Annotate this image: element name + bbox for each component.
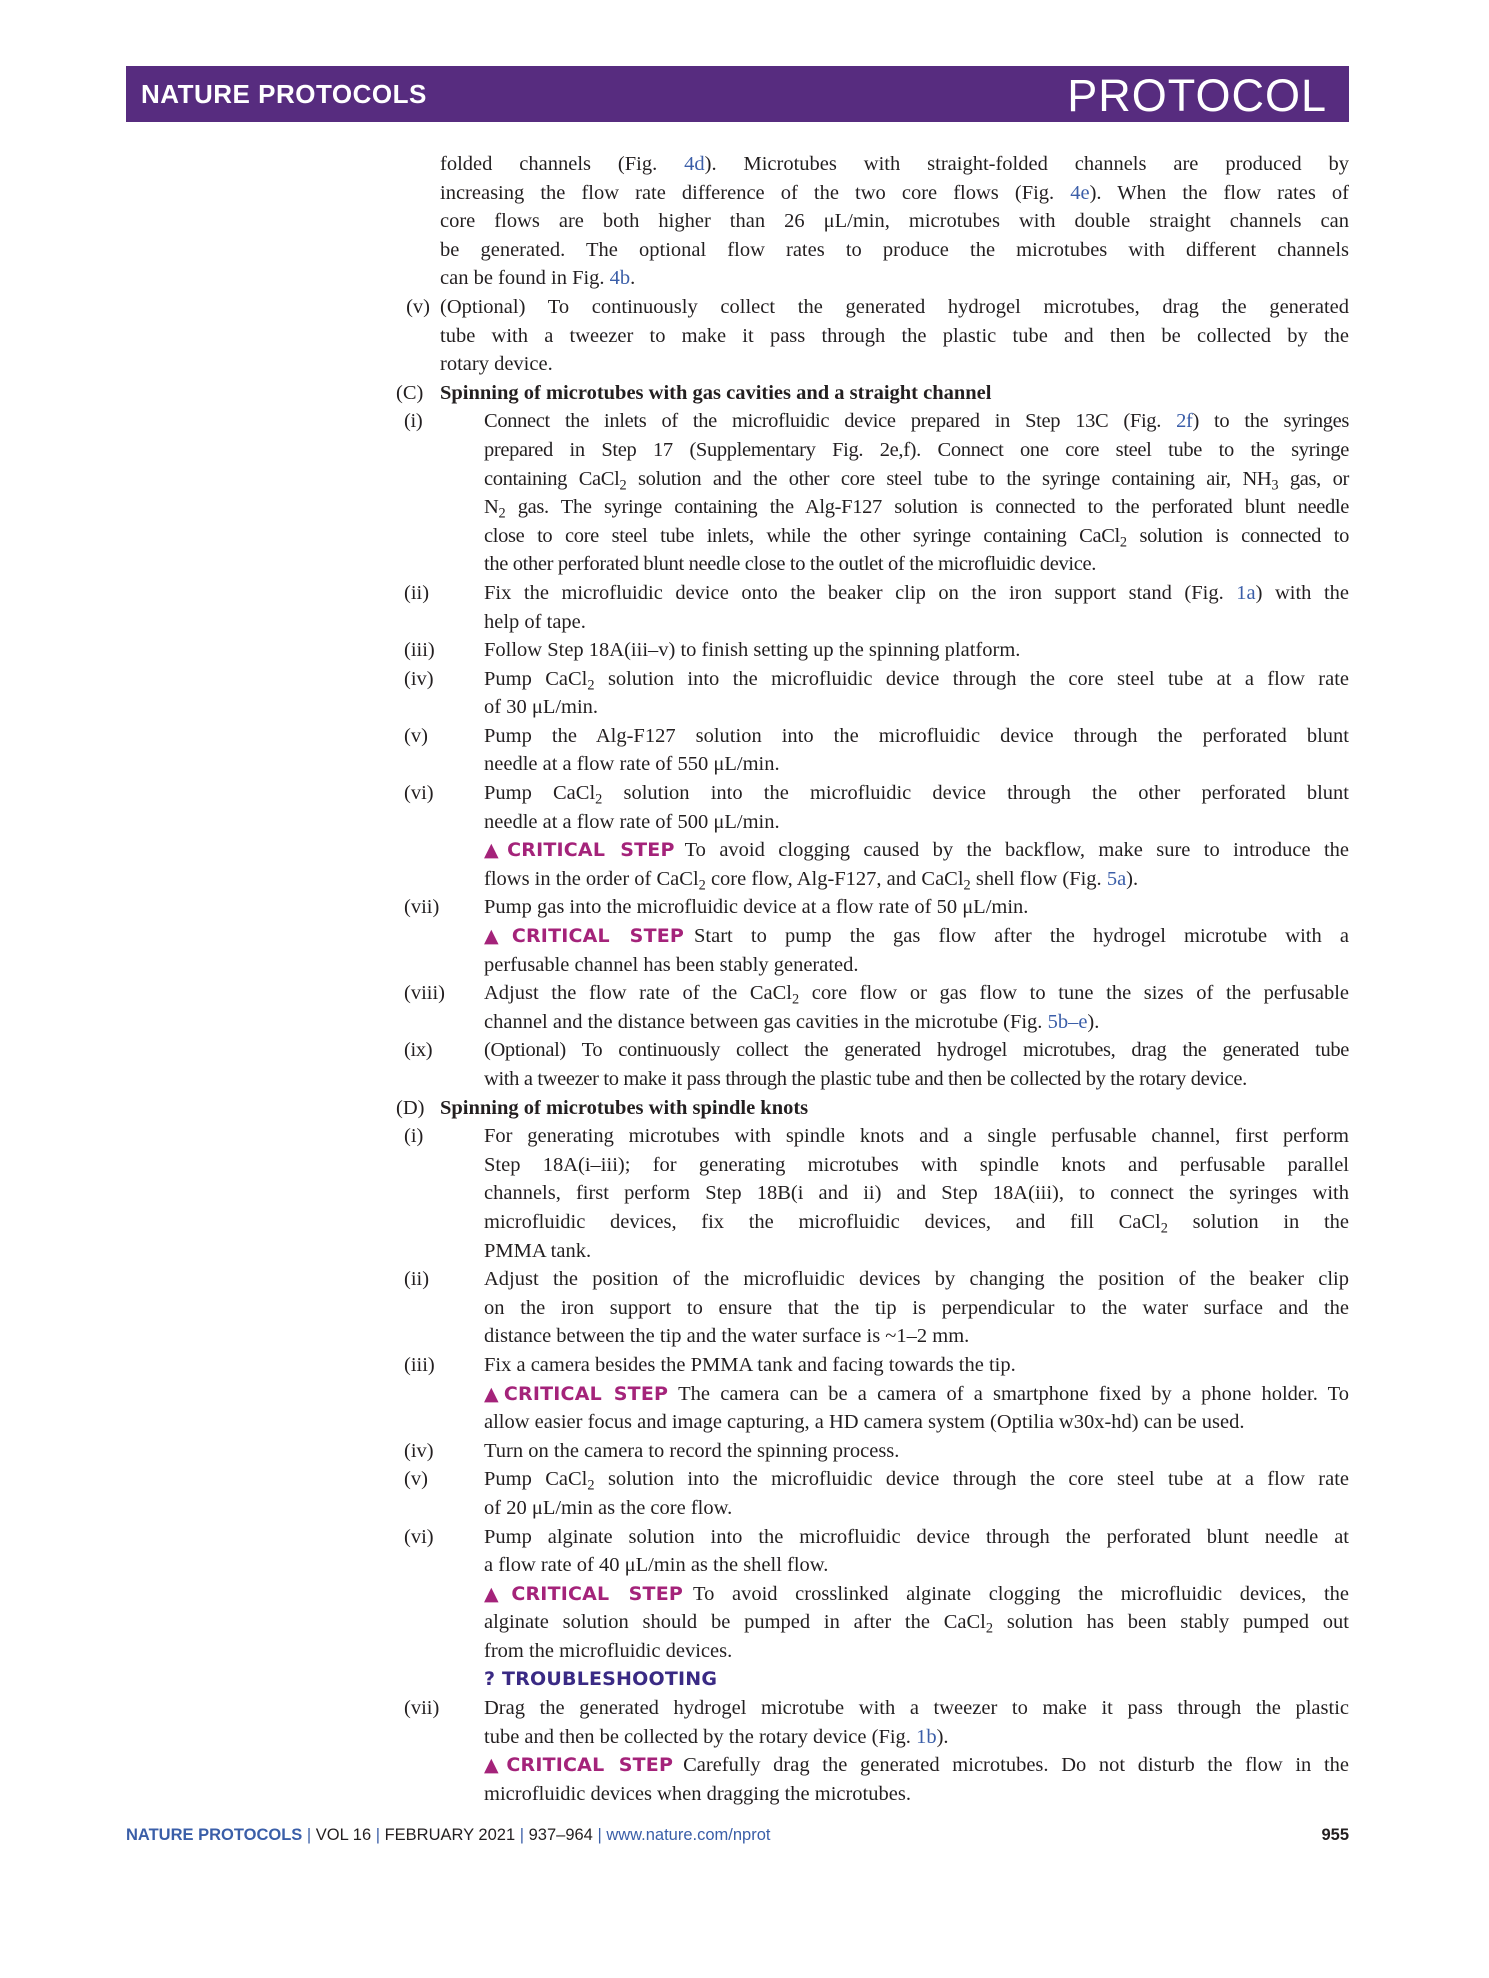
- step-text: [484, 722, 1349, 779]
- footer-pages: 937–964: [528, 1826, 593, 1844]
- step-number: (iv): [404, 1439, 434, 1462]
- critical-step-note: [484, 1751, 1349, 1808]
- text-line: channel and the distance between gas cavities in the microtube (Fig. 5b–e).: [484, 1010, 1100, 1033]
- subscript: 3: [1271, 476, 1279, 493]
- footer-date: FEBRUARY 2021: [384, 1826, 516, 1844]
- subscript: 2: [587, 1477, 595, 1494]
- step-number: (iii): [404, 1353, 435, 1376]
- figure-link[interactable]: 2f: [1176, 410, 1193, 433]
- section-d: [396, 1094, 1349, 1809]
- step-number: (ii): [404, 581, 430, 604]
- text-line: folded channels (Fig. 4d). Microtubes with straight-folded channels are produced by: [440, 153, 1350, 175]
- footer-separator: |: [592, 1826, 607, 1844]
- step-text: [484, 1523, 1349, 1580]
- text-line: For generating microtubes with spindle knots and a single perfusable channel, first perform: [484, 1125, 1349, 1148]
- figure-link[interactable]: 1a: [1236, 581, 1256, 604]
- text-line: ▲CRITICAL STEP To avoid crosslinked alginate clogging the microfluidic devices, the: [484, 1582, 1349, 1605]
- section-number: (C): [396, 381, 424, 404]
- text-line: on the iron support to ensure that the tip is perpendicular to the water surface and the: [484, 1296, 1349, 1319]
- step-item: [404, 407, 1349, 579]
- step-text: [484, 1437, 1349, 1466]
- text-line: tube with a tweezer to make it pass through the plastic tube and then be collected by the: [440, 324, 1349, 347]
- text-line: Follow Step 18A(iii–v) to finish setting up the spinning platform.: [484, 639, 1021, 662]
- text-line: be generated. The optional flow rates to produce the microtubes with different channels: [440, 238, 1349, 261]
- step-text: [484, 665, 1349, 722]
- text-line: Connect the inlets of the microfluidic device prepared in Step 13C (Fig. 2f) to the syringes: [484, 410, 1349, 433]
- footer-separator: |: [371, 1826, 385, 1844]
- text-line: microfluidic devices, fix the microfluidic devices, and fill CaCl$_2$ solution in the: [484, 1210, 1349, 1237]
- figure-link[interactable]: 4b: [609, 267, 631, 290]
- figure-link[interactable]: 4e: [1070, 181, 1090, 204]
- section-heading: Spinning of microtubes with spindle knots: [440, 1096, 809, 1119]
- page-number: 955: [1321, 1826, 1349, 1844]
- step-item: [404, 1437, 1349, 1466]
- text-line: containing CaCl$_2$ solution and the other core steel tube to the syringe containing air, $NH_3$ gas, or: [484, 467, 1349, 493]
- step-number: (v): [404, 724, 428, 747]
- text-line: Pump the Alg-F127 solution into the microfluidic device through the perforated blunt: [484, 724, 1349, 747]
- critical-step-label: ▲CRITICAL STEP: [484, 1382, 669, 1405]
- text-line: ▲CRITICAL STEP Start to pump the gas flow after the hydrogel microtube with a: [484, 925, 1349, 948]
- step-number: (ix): [404, 1039, 433, 1062]
- step-number: (iii): [404, 639, 435, 662]
- step-text: [484, 579, 1349, 636]
- text-line: needle at a flow rate of 550 μL/min.: [484, 753, 780, 776]
- text-line: Fix the microfluidic device onto the beaker clip on the iron support stand (Fig. 1a) with the: [484, 581, 1350, 604]
- step-item: [404, 779, 1349, 893]
- step-item: [404, 579, 1349, 636]
- step-item: [404, 1265, 1349, 1351]
- text-line: (Optional) To continuously collect the generated hydrogel microtubes, drag the generated: [440, 295, 1349, 318]
- step-text: [484, 979, 1349, 1036]
- critical-step-label: ▲CRITICAL STEP: [484, 839, 675, 862]
- critical-step-text: [484, 922, 1349, 979]
- subscript: 2: [587, 676, 595, 693]
- step-number: (vii): [404, 1697, 440, 1720]
- text-line: ▲CRITICAL STEP Carefully drag the generated microtubes. Do not disturb the flow in the: [484, 1754, 1349, 1777]
- text-line: distance between the tip and the water surface is ~1–2 mm.: [484, 1325, 970, 1348]
- text-line: needle at a flow rate of 500 μL/min.: [484, 810, 780, 833]
- text-line: flows in the order of CaCl$_2$ core flow, Alg-F127, and CaCl$_2$ shell flow (Fig. 5a).: [484, 867, 1139, 894]
- step-text: [484, 893, 1349, 922]
- step-text: [440, 293, 1349, 379]
- step-text: [484, 407, 1349, 579]
- step-number: (i): [404, 410, 423, 433]
- step-text: [484, 1465, 1349, 1522]
- text-line: Pump CaCl$_2$ solution into the microfluidic device through the other perforated blunt: [484, 782, 1349, 808]
- footer-separator: |: [302, 1826, 316, 1844]
- step-item: [404, 665, 1349, 722]
- text-line: $N_2$ gas. The syringe containing the Alg-F127 solution is connected to the perforated blunt needle: [484, 496, 1349, 522]
- figure-link[interactable]: 5a: [1106, 867, 1127, 890]
- critical-step-label: ▲CRITICAL STEP: [484, 1754, 674, 1777]
- text-line: core flows are both higher than 26 μL/min, microtubes with double straight channels can: [440, 210, 1349, 233]
- subscript: 2: [1119, 534, 1127, 551]
- section-steps: [404, 407, 1350, 1093]
- critical-step-text: [484, 1751, 1349, 1808]
- text-line: alginate solution should be pumped in after the CaCl$_2$ solution has been stably pumped out: [484, 1611, 1349, 1637]
- text-line: Pump alginate solution into the microfluidic device through the perforated blunt needle at: [484, 1525, 1349, 1548]
- subscript: 2: [619, 476, 627, 493]
- text-line: from the microfluidic devices.: [484, 1639, 733, 1662]
- text-line: Adjust the flow rate of the CaCl$_2$ core flow or gas flow to tune the sizes of the perfusable: [484, 982, 1350, 1008]
- section-c: [396, 379, 1349, 1094]
- article-type: PROTOCOL: [1067, 70, 1327, 121]
- step-text: [484, 1694, 1349, 1751]
- step-text: [484, 1265, 1349, 1351]
- step-item: [404, 1465, 1349, 1522]
- text-line: prepared in Step 17 (Supplementary Fig. 2e,f). Connect one core steel tube to the syringe: [484, 438, 1349, 461]
- subscript: 2: [498, 505, 506, 522]
- page-body: [396, 150, 1350, 1808]
- text-line: tube and then be collected by the rotary device (Fig. 1b).: [484, 1725, 949, 1748]
- section-heading: Spinning of microtubes with gas cavities and a straight channel: [440, 381, 992, 404]
- critical-step-text: [484, 1580, 1349, 1666]
- text-line: ▲CRITICAL STEP The camera can be a camera of a smartphone fixed by a phone holder. To: [484, 1382, 1349, 1405]
- critical-step-note: [484, 1380, 1349, 1437]
- step-item: [404, 1694, 1349, 1808]
- subscript: 2: [595, 791, 603, 808]
- text-line: the other perforated blunt needle close to the outlet of the microfluidic device.: [484, 553, 1097, 576]
- journal-name: NATURE PROTOCOLS: [141, 79, 427, 109]
- critical-step-note: [484, 1580, 1349, 1666]
- critical-step-text: [484, 836, 1349, 893]
- step-item: [404, 722, 1349, 779]
- text-line: allow easier focus and image capturing, a HD camera system (Optilia w30x-hd) can be used.: [484, 1411, 1245, 1434]
- text-line: increasing the flow rate difference of the two core flows (Fig. 4e). When the flow rates of: [440, 181, 1349, 204]
- text-line: rotary device.: [440, 353, 553, 376]
- step-text: [484, 636, 1349, 665]
- step-number: (viii): [404, 982, 445, 1005]
- step-text: [484, 779, 1349, 836]
- footer-volume: VOL 16: [315, 1826, 372, 1844]
- critical-step-note: [484, 922, 1349, 979]
- text-line: with a tweezer to make it pass through the plastic tube and then be collected by the rotary device.: [484, 1068, 1247, 1090]
- step-text: [484, 1036, 1349, 1093]
- text-line: of 20 μL/min as the core flow.: [484, 1496, 733, 1519]
- text-line: (Optional) To continuously collect the generated hydrogel microtubes, drag the generated tube: [484, 1039, 1349, 1062]
- text-line: Turn on the camera to record the spinning process.: [484, 1439, 900, 1462]
- step-text: [484, 1122, 1349, 1265]
- text-line: Pump CaCl$_2$ solution into the microfluidic device through the core steel tube at a flow rate: [484, 667, 1349, 693]
- text-line: of 30 μL/min.: [484, 696, 599, 719]
- figure-link[interactable]: 4d: [684, 153, 705, 175]
- footer-url-link[interactable]: www.nature.com/nprot: [606, 1826, 771, 1844]
- text-line: Pump gas into the microfluidic device at a flow rate of 50 μL/min.: [484, 896, 1029, 919]
- text-line: Fix a camera besides the PMMA tank and facing towards the tip.: [484, 1353, 1016, 1376]
- text-line: close to core steel tube inlets, while the other syringe containing CaCl$_2$ solution is connected to: [484, 524, 1349, 551]
- text-line: help of tape.: [484, 610, 586, 633]
- section-number: (D): [396, 1096, 425, 1119]
- text-line: perfusable channel has been stably generated.: [484, 953, 859, 976]
- text-line: Step 18A(i–iii); for generating microtubes with spindle knots and perfusable parallel: [484, 1153, 1349, 1176]
- critical-step-label: ▲CRITICAL STEP: [484, 1582, 684, 1605]
- figure-link[interactable]: 5b–e: [1047, 1010, 1088, 1033]
- footer-journal: NATURE PROTOCOLS: [126, 1826, 303, 1844]
- text-line: ▲CRITICAL STEP To avoid clogging caused by the backflow, make sure to introduce the: [484, 839, 1349, 862]
- section-steps: [404, 1122, 1349, 1808]
- step-number: (vii): [404, 896, 440, 919]
- text-line: Drag the generated hydrogel microtube with a tweezer to make it pass through the plastic: [484, 1697, 1349, 1720]
- critical-step-label: ▲CRITICAL STEP: [484, 925, 685, 948]
- step-item: [404, 1351, 1349, 1437]
- page-footer: [126, 1826, 1349, 1856]
- step-item: [404, 1523, 1349, 1695]
- footer-separator: |: [515, 1826, 529, 1844]
- subscript: 2: [698, 877, 706, 894]
- step-item: [404, 893, 1349, 979]
- step-number: (vi): [404, 1525, 434, 1548]
- continued-paragraph: [440, 150, 1349, 293]
- troubleshooting-label[interactable]: ? TROUBLESHOOTING: [484, 1668, 718, 1691]
- text-line: Adjust the position of the microfluidic devices by changing the position of the beaker clip: [484, 1268, 1349, 1291]
- step-text: [484, 1351, 1349, 1380]
- subscript: 2: [1160, 1220, 1168, 1237]
- step-number: (v): [406, 295, 430, 318]
- subscript: 2: [985, 1620, 994, 1637]
- step-item: [404, 636, 1349, 665]
- text-line: a flow rate of 40 μL/min as the shell flow.: [484, 1554, 829, 1577]
- subscript: 2: [791, 991, 800, 1008]
- critical-step-note: [484, 836, 1349, 893]
- step-item: [404, 1036, 1349, 1093]
- text-line: microfluidic devices when dragging the microtubes.: [484, 1782, 911, 1805]
- figure-link[interactable]: 1b: [916, 1725, 937, 1748]
- text-line: can be found in Fig. 4b.: [440, 267, 636, 290]
- step-item: [404, 979, 1349, 1036]
- step-number: (iv): [404, 667, 434, 690]
- step-number: (vi): [404, 782, 434, 805]
- journal-banner: [126, 66, 1349, 122]
- step-number: (ii): [404, 1268, 430, 1291]
- step-number: (i): [404, 1125, 424, 1148]
- step-item: [404, 1122, 1349, 1265]
- text-line: Pump CaCl$_2$ solution into the microfluidic device through the core steel tube at a flow rate: [484, 1468, 1349, 1494]
- step-number: (v): [404, 1468, 428, 1491]
- text-line: channels, first perform Step 18B(i and ii) and Step 18A(iii), to connect the syringes with: [484, 1182, 1349, 1205]
- text-line: PMMA tank.: [484, 1239, 592, 1262]
- step-b-v: [360, 293, 1349, 379]
- troubleshooting-note: [484, 1665, 1349, 1694]
- critical-step-text: [484, 1380, 1349, 1437]
- subscript: 2: [963, 877, 971, 894]
